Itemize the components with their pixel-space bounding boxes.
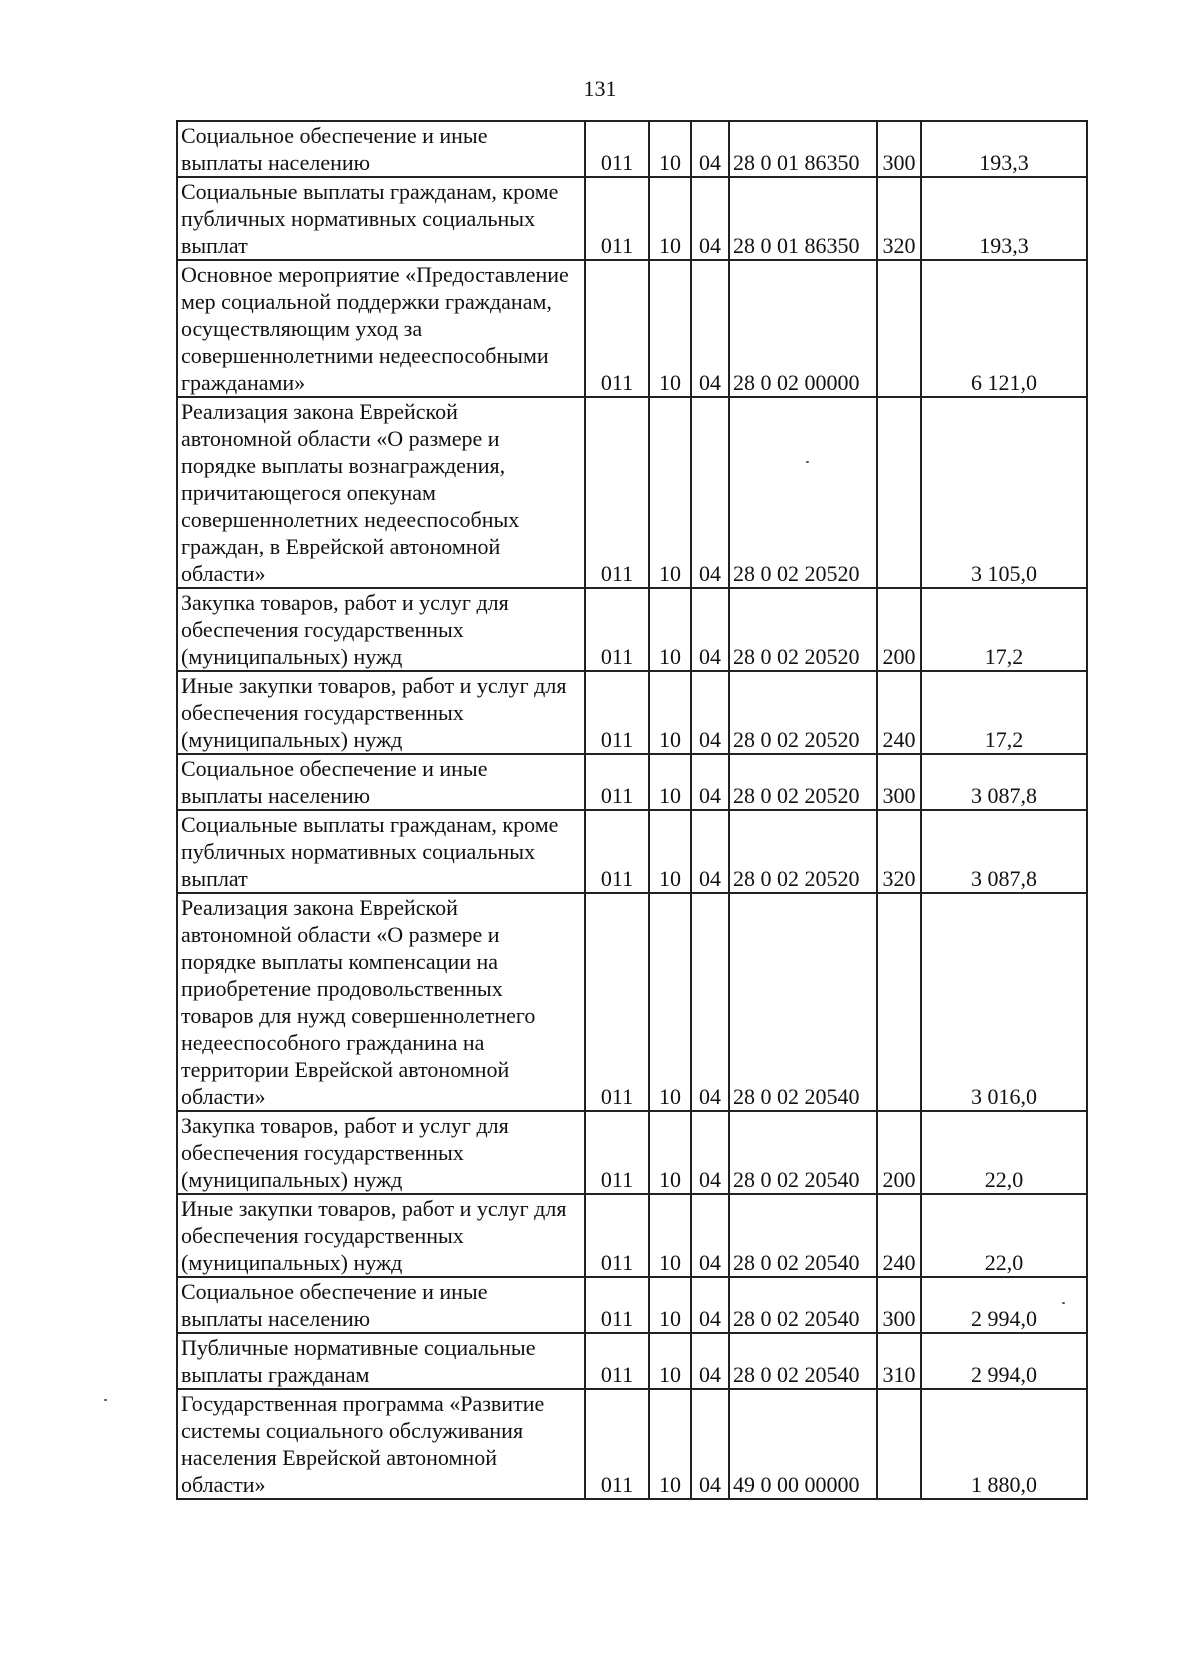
- ministry-code: 011: [585, 671, 649, 754]
- ministry-code: 011: [585, 893, 649, 1111]
- subsection-code: 04: [691, 397, 729, 588]
- amount: 3 087,8: [921, 810, 1087, 893]
- row-name: Социальное обеспечение и иные выплаты населению: [177, 1277, 585, 1333]
- row-name: Социальное обеспечение и иные выплаты населению: [177, 121, 585, 177]
- ministry-code: 011: [585, 1389, 649, 1499]
- row-name: Иные закупки товаров, работ и услуг для обеспечения государственных (муниципальных) нужд: [177, 671, 585, 754]
- expense-type-code: [877, 893, 921, 1111]
- expense-type-code: [877, 260, 921, 397]
- amount: 1 880,0: [921, 1389, 1087, 1499]
- expense-type-code: 320: [877, 177, 921, 260]
- amount: 17,2: [921, 588, 1087, 671]
- table-row: [177, 810, 1087, 893]
- amount: 193,3: [921, 177, 1087, 260]
- scan-speck: [104, 1399, 107, 1401]
- row-name: Закупка товаров, работ и услуг для обеспечения государственных (муниципальных) нужд: [177, 1111, 585, 1194]
- target-article-code: 28 0 02 20520: [729, 810, 877, 893]
- row-name: Закупка товаров, работ и услуг для обеспечения государственных (муниципальных) нужд: [177, 588, 585, 671]
- page-number: 131: [583, 76, 617, 101]
- amount: 22,0: [921, 1194, 1087, 1277]
- ministry-code: 011: [585, 1111, 649, 1194]
- table-row: [177, 754, 1087, 810]
- ministry-code: 011: [585, 397, 649, 588]
- subsection-code: 04: [691, 1111, 729, 1194]
- amount: 22,0: [921, 1111, 1087, 1194]
- subsection-code: 04: [691, 1333, 729, 1389]
- row-name: Социальное обеспечение и иные выплаты населению: [177, 754, 585, 810]
- ministry-code: 011: [585, 1277, 649, 1333]
- amount: 2 994,0: [921, 1333, 1087, 1389]
- expense-type-code: 200: [877, 1111, 921, 1194]
- table-row: [177, 121, 1087, 177]
- ministry-code: 011: [585, 754, 649, 810]
- subsection-code: 04: [691, 1194, 729, 1277]
- row-name: Социальные выплаты гражданам, кроме публичных нормативных социальных выплат: [177, 177, 585, 260]
- expense-type-code: 300: [877, 754, 921, 810]
- row-name: Социальные выплаты гражданам, кроме публичных нормативных социальных выплат: [177, 810, 585, 893]
- expense-type-code: 320: [877, 810, 921, 893]
- target-article-code: 28 0 02 00000: [729, 260, 877, 397]
- target-article-code: 28 0 02 20520: [729, 397, 877, 588]
- ministry-code: 011: [585, 260, 649, 397]
- target-article-code: 28 0 02 20540: [729, 1194, 877, 1277]
- section-code: 10: [649, 1194, 691, 1277]
- table-row: [177, 397, 1087, 588]
- budget-table: [176, 120, 1088, 1500]
- amount: 6 121,0: [921, 260, 1087, 397]
- subsection-code: 04: [691, 1389, 729, 1499]
- section-code: 10: [649, 1389, 691, 1499]
- subsection-code: 04: [691, 177, 729, 260]
- section-code: 10: [649, 893, 691, 1111]
- section-code: 10: [649, 1111, 691, 1194]
- amount: 17,2: [921, 671, 1087, 754]
- ministry-code: 011: [585, 177, 649, 260]
- section-code: 10: [649, 1333, 691, 1389]
- section-code: 10: [649, 177, 691, 260]
- section-code: 10: [649, 260, 691, 397]
- row-name: Основное мероприятие «Предоставление мер социальной поддержки гражданам, осуществляющим уход за совершеннолетними недееспособными гражданами»: [177, 260, 585, 397]
- table-row: [177, 588, 1087, 671]
- target-article-code: 28 0 02 20540: [729, 1111, 877, 1194]
- row-name: Иные закупки товаров, работ и услуг для обеспечения государственных (муниципальных) нужд: [177, 1194, 585, 1277]
- amount: 3 087,8: [921, 754, 1087, 810]
- scan-speck: [1062, 1302, 1065, 1304]
- expense-type-code: [877, 397, 921, 588]
- subsection-code: 04: [691, 893, 729, 1111]
- row-name: Государственная программа «Развитие системы социального обслуживания населения Еврейской автономной области»: [177, 1389, 585, 1499]
- row-name: Публичные нормативные социальные выплаты гражданам: [177, 1333, 585, 1389]
- target-article-code: 28 0 02 20520: [729, 671, 877, 754]
- expense-type-code: [877, 1389, 921, 1499]
- ministry-code: 011: [585, 1194, 649, 1277]
- ministry-code: 011: [585, 1333, 649, 1389]
- expense-type-code: 240: [877, 1194, 921, 1277]
- table-row: [177, 1194, 1087, 1277]
- amount: 3 105,0: [921, 397, 1087, 588]
- expense-type-code: 240: [877, 671, 921, 754]
- target-article-code: 28 0 01 86350: [729, 121, 877, 177]
- section-code: 10: [649, 671, 691, 754]
- amount: 2 994,0: [921, 1277, 1087, 1333]
- ministry-code: 011: [585, 588, 649, 671]
- expense-type-code: 300: [877, 121, 921, 177]
- table-row: [177, 1333, 1087, 1389]
- ministry-code: 011: [585, 121, 649, 177]
- target-article-code: 28 0 02 20520: [729, 754, 877, 810]
- target-article-code: 28 0 01 86350: [729, 177, 877, 260]
- subsection-code: 04: [691, 754, 729, 810]
- subsection-code: 04: [691, 121, 729, 177]
- section-code: 10: [649, 810, 691, 893]
- row-name: Реализация закона Еврейской автономной области «О размере и порядке выплаты компенсации на приобретение продовольственных товаров для нужд совершеннолетнего недееспособного гражданина на территории Еврейской автономной области»: [177, 893, 585, 1111]
- target-article-code: 28 0 02 20540: [729, 1333, 877, 1389]
- table-row: [177, 671, 1087, 754]
- table-row: [177, 1389, 1087, 1499]
- expense-type-code: 310: [877, 1333, 921, 1389]
- table-row: [177, 893, 1087, 1111]
- subsection-code: 04: [691, 1277, 729, 1333]
- expense-type-code: 200: [877, 588, 921, 671]
- section-code: 10: [649, 754, 691, 810]
- target-article-code: 49 0 00 00000: [729, 1389, 877, 1499]
- scan-speck: [806, 461, 809, 463]
- section-code: 10: [649, 588, 691, 671]
- subsection-code: 04: [691, 810, 729, 893]
- table-body: [177, 121, 1087, 1499]
- section-code: 10: [649, 121, 691, 177]
- table-row: [177, 1111, 1087, 1194]
- expense-type-code: 300: [877, 1277, 921, 1333]
- subsection-code: 04: [691, 260, 729, 397]
- subsection-code: 04: [691, 671, 729, 754]
- target-article-code: 28 0 02 20540: [729, 1277, 877, 1333]
- subsection-code: 04: [691, 588, 729, 671]
- table-row: [177, 177, 1087, 260]
- target-article-code: 28 0 02 20520: [729, 588, 877, 671]
- table-row: [177, 260, 1087, 397]
- amount: 193,3: [921, 121, 1087, 177]
- ministry-code: 011: [585, 810, 649, 893]
- target-article-code: 28 0 02 20540: [729, 893, 877, 1111]
- table-row: [177, 1277, 1087, 1333]
- amount: 3 016,0: [921, 893, 1087, 1111]
- row-name: Реализация закона Еврейской автономной области «О размере и порядке выплаты вознаграждения, причитающегося опекунам совершеннолетних недееспособных граждан, в Еврейской автономной области»: [177, 397, 585, 588]
- section-code: 10: [649, 397, 691, 588]
- section-code: 10: [649, 1277, 691, 1333]
